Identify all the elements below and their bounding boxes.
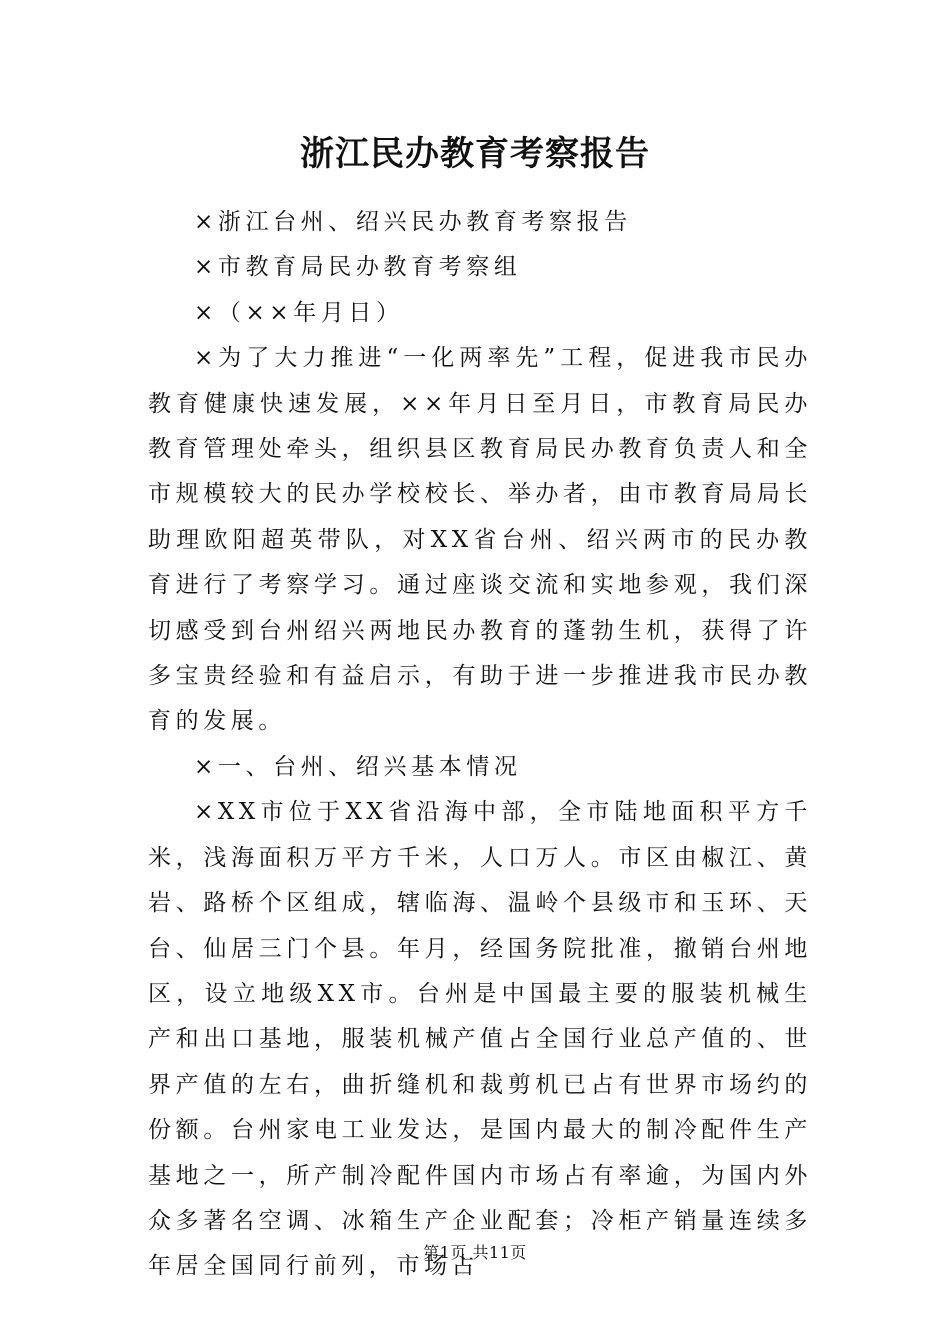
- paragraph: ×为了大力推进“一化两率先”工程，促进我市民办教育健康快速发展，××年月日至月日，市教育局民办教育管理处牵头，组织县区教育局民办教育负责人和全市规模较大的民办学校校长、举办者，由市教育局局长助理欧阳超英带队，对XX省台州、绍兴两市的民办教育进行了考察学习。通过座谈交流和实地参观，我们深切感受到台州绍兴两地民办教育的蓬勃生机，获得了许多宝贵经验和有益启示，有助于进一步推进我市民办教育的发展。: [148, 345, 812, 735]
- paragraph: ×XX市位于XX省沿海中部，全市陆地面积平方千米，浅海面积万平方千米，人口万人。市区由椒江、黄岩、路桥个区组成，辖临海、温岭个县级市和玉环、天台、仙居三门个县。年月，经国务院批准，撤销台州地区，设立地级XX市。台州是中国最主要的服装机械生产和出口基地，服装机械产值占全国行业总产值的、世界产值的左右，曲折缝机和裁剪机已占有世界市场约的份额。台州家电工业发达，是国内最大的制冷配件生产基地之一，所产制冷配件国内市场占有率逾，为国内外众多著名空调、冰箱生产企业配套；冷柜产销量连续多年居全国同行前列，市场占: [148, 799, 812, 1280]
- paragraph: ×一、台州、绍兴基本情况: [194, 753, 522, 780]
- paragraph: ×市教育局民办教育考察组: [194, 254, 522, 281]
- paragraph: ×（××年月日）: [194, 299, 404, 326]
- document-body: [148, 200, 812, 1290]
- paragraph: ×浙江台州、绍兴民办教育考察报告: [194, 209, 632, 235]
- document-title: 浙江民办教育考察报告: [300, 134, 650, 174]
- page-footer: 第1页 共11页: [423, 1243, 527, 1262]
